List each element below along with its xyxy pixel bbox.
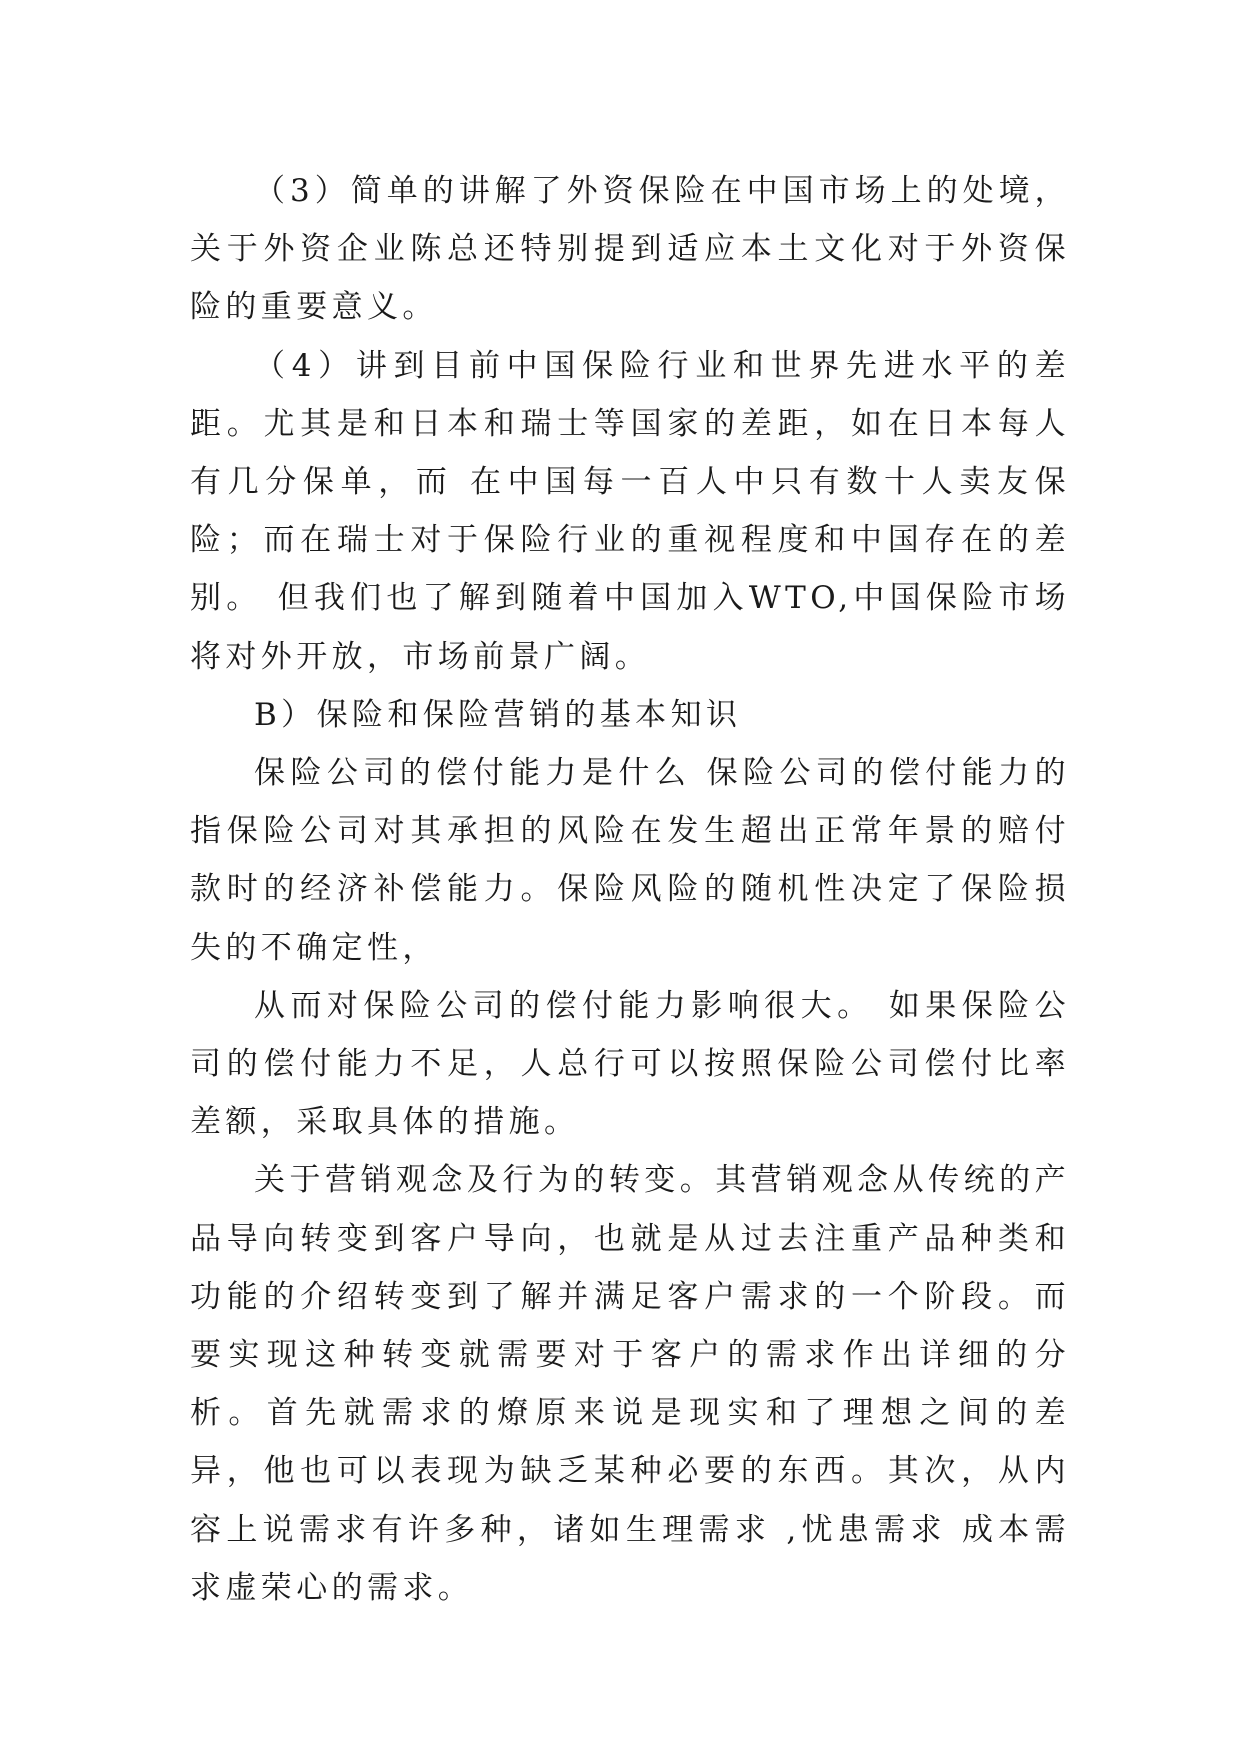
- paragraph-foreign-insurance: （3）简单的讲解了外资保险在中国市场上的处境，关于外资企业陈总还特别提到适应本土文化对于外资保险的重要意义。: [190, 173, 1070, 326]
- paragraph-solvency-definition: 保险公司的偿付能力是什么 保险公司的偿付能力的指保险公司对其承担的风险在发生超出正常年景的赔付款时的经济补偿能力。保险风险的随机性决定了保险损失的不确定性，: [190, 755, 1070, 966]
- paragraph-marketing-concept: 关于营销观念及行为的转变。其营销观念从传统的产品导向转变到客户导向，也就是从过去注重产品种类和功能的介绍转变到了解并满足客户需求的一个阶段。而要实现这种转变就需要对于客户的需求作出详细的分析。首先就需求的燎原来说是现实和了理想之间的差异，他也可以表现为缺乏某种必要的东西。其次，从内容上说需求有许多种，诸如生理需求 ,忧患需求 成本需求虚荣心的需求。: [190, 1162, 1070, 1606]
- body-text: [190, 162, 1070, 1617]
- section-heading-basics: B）保险和保险营销的基本知识: [254, 696, 742, 733]
- paragraph-solvency-impact: 从而对保险公司的偿付能力影响很大。 如果保险公司的偿付能力不足，人总行可以按照保险公司偿付比率差额，采取具体的措施。: [190, 987, 1070, 1141]
- paragraph-industry-gap: （4）讲到目前中国保险行业和世界先进水平的差距。尤其是和日本和瑞士等国家的差距，如在日本每人有几分保单，而 在中国每一百人中只有数十人卖友保险；而在瑞士对于保险行业的重视程度和中国存在的差别。 但我们也了解到随着中国加入WTO,中国保险市场将对外开放，市场前景广阔。: [190, 347, 1070, 675]
